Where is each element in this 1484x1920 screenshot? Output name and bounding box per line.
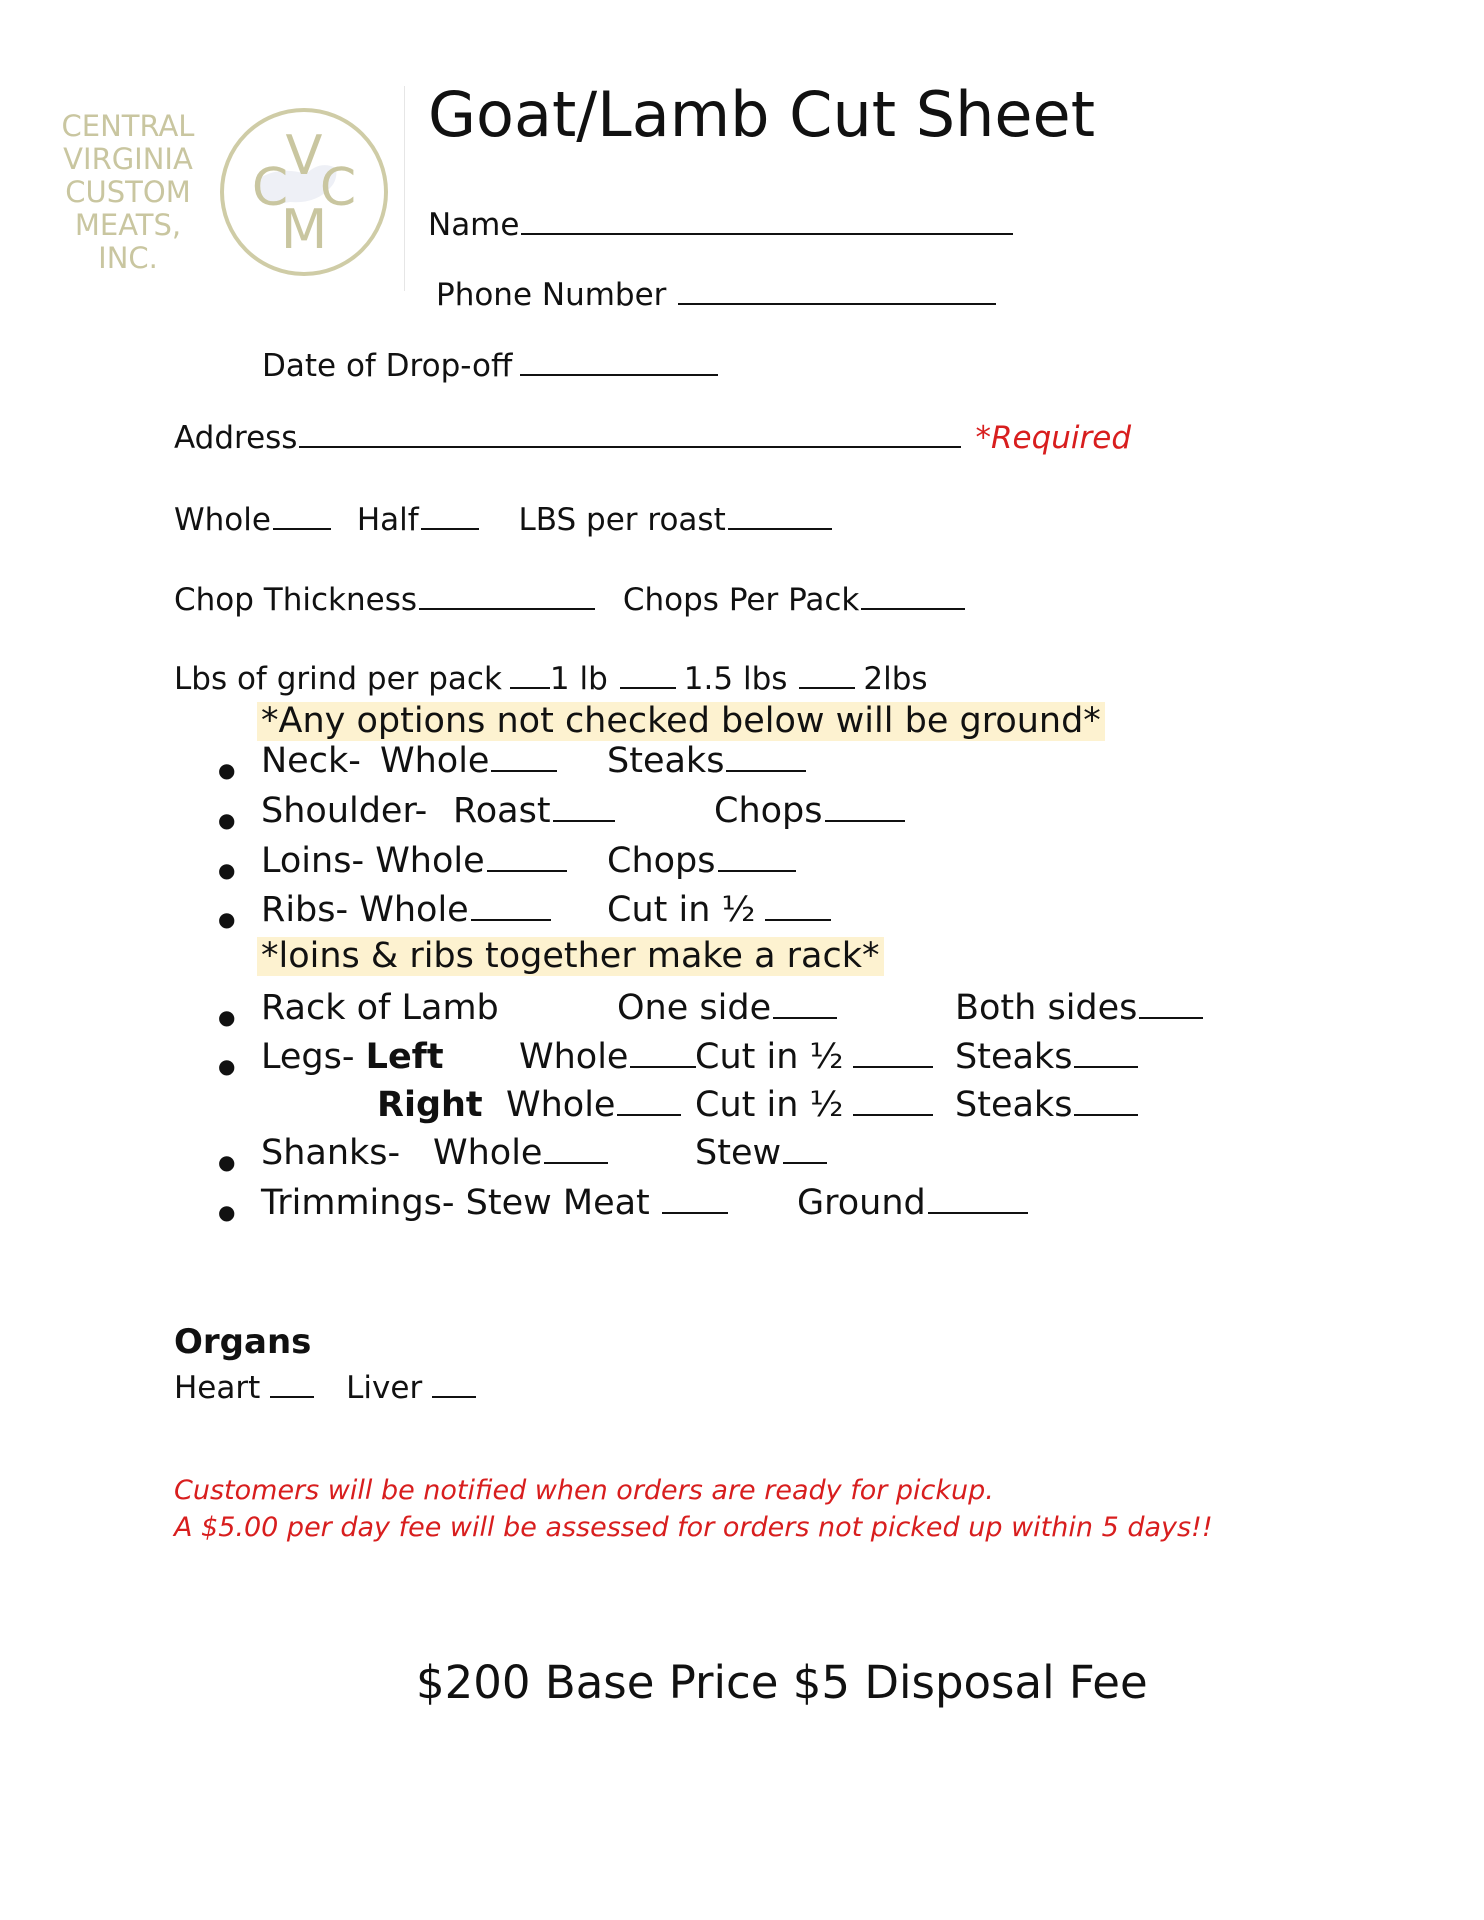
left-cut-row: [695, 1037, 933, 1077]
monogram-c-left: C: [251, 158, 289, 218]
left-whole-row: [519, 1037, 696, 1077]
grind-1lb-label: 1 lb: [549, 661, 608, 697]
grind-1lb-blank[interactable]: [510, 685, 550, 689]
logo-line: VIRGINIA: [63, 142, 193, 176]
bullet-icon: ●: [218, 858, 236, 882]
chop-row: [174, 582, 965, 618]
rack-label: Rack of Lamb: [261, 988, 499, 1028]
right-whole-label: Whole: [506, 1085, 616, 1125]
chop-thickness-label: Chop Thickness: [174, 582, 418, 618]
neck-whole-row: [380, 741, 557, 781]
rack-both-sides-row: [955, 988, 1203, 1028]
neck-label: Neck-: [261, 741, 361, 781]
left-label: Left: [365, 1037, 444, 1077]
rack-note: *loins & ribs together make a rack*: [257, 937, 884, 976]
monogram-v: V: [285, 124, 323, 187]
organs-row: [174, 1370, 476, 1406]
ribs-cut-row: [607, 890, 831, 930]
left-cut-blank[interactable]: [853, 1064, 933, 1068]
neck-steaks-row: [607, 741, 806, 781]
grind-15lb-label: 1.5 lbs: [683, 661, 788, 697]
dropoff-label: Date of Drop-off: [262, 348, 513, 384]
heart-blank[interactable]: [270, 1394, 314, 1398]
bullet-icon: ●: [218, 907, 236, 931]
shoulder-roast-blank[interactable]: [553, 818, 615, 822]
right-cut-label: Cut in ½: [695, 1085, 844, 1125]
shoulder-roast-row: [453, 791, 615, 831]
loins-label: Loins- Whole: [261, 841, 485, 881]
liver-blank[interactable]: [432, 1394, 476, 1398]
bullet-icon: ●: [218, 1054, 236, 1078]
loins-chops-label: Chops: [607, 841, 716, 881]
right-steaks-blank[interactable]: [1074, 1112, 1138, 1116]
neck-whole-label: Whole: [380, 741, 490, 781]
bullet-icon: ●: [218, 808, 236, 832]
phone-field-row: [436, 277, 996, 313]
legs-label: Legs-: [261, 1037, 355, 1077]
logo-line: INC.: [98, 241, 158, 275]
bullet-icon: ●: [218, 1005, 236, 1029]
shanks-stew-label: Stew: [695, 1133, 782, 1173]
left-cut-label: Cut in ½: [695, 1037, 844, 1077]
loins-chops-row: [607, 841, 796, 881]
right-steaks-label: Steaks: [955, 1085, 1073, 1125]
trimmings-ground-row: [797, 1183, 1028, 1223]
grind-label: Lbs of grind per pack: [174, 661, 502, 697]
ribs-row: [261, 890, 551, 930]
chops-per-pack-blank[interactable]: [861, 606, 965, 610]
right-cut-blank[interactable]: [853, 1112, 933, 1116]
bullet-icon: ●: [218, 1150, 236, 1174]
shoulder-chops-label: Chops: [714, 791, 823, 831]
ribs-whole-blank[interactable]: [471, 917, 551, 921]
right-label: Right: [377, 1085, 483, 1125]
right-whole-blank[interactable]: [617, 1112, 681, 1116]
rack-both-sides-label: Both sides: [955, 988, 1138, 1028]
logo-line: CENTRAL: [61, 109, 195, 143]
shoulder-roast-label: Roast: [453, 791, 551, 831]
ribs-cut-label: Cut in ½: [607, 890, 756, 930]
page-title: Goat/Lamb Cut Sheet: [428, 78, 1096, 151]
dropoff-field-row: [262, 348, 718, 384]
shanks-whole-blank[interactable]: [544, 1160, 608, 1164]
grind-2lb-label: 2lbs: [863, 661, 928, 697]
name-label: Name: [428, 207, 520, 243]
trimmings-label: Trimmings- Stew Meat: [261, 1183, 650, 1223]
trimmings-row: [261, 1183, 728, 1223]
chops-per-pack-label: Chops Per Pack: [622, 582, 860, 618]
shoulder-label: Shoulder-: [261, 791, 428, 831]
left-whole-blank[interactable]: [630, 1064, 696, 1068]
half-blank[interactable]: [421, 526, 479, 530]
neck-steaks-blank[interactable]: [726, 768, 806, 772]
shanks-stew-row: [695, 1133, 827, 1173]
right-steaks-row: [955, 1085, 1138, 1125]
address-field-row: [174, 420, 1132, 456]
whole-half-row: [174, 502, 832, 538]
lbs-per-roast-blank[interactable]: [728, 526, 832, 530]
whole-label: Whole: [174, 502, 271, 538]
bullet-icon: ●: [218, 758, 236, 782]
shanks-whole-row: [433, 1133, 608, 1173]
left-whole-label: Whole: [519, 1037, 629, 1077]
address-blank[interactable]: [299, 444, 961, 448]
monogram-c-right: C: [319, 158, 357, 218]
neck-steaks-label: Steaks: [607, 741, 725, 781]
logo-line: MEATS,: [74, 208, 182, 242]
trimmings-stew-blank[interactable]: [662, 1210, 728, 1214]
rack-both-sides-blank[interactable]: [1139, 1015, 1203, 1019]
shanks-stew-blank[interactable]: [783, 1160, 827, 1164]
ribs-label: Ribs- Whole: [261, 890, 469, 930]
left-steaks-label: Steaks: [955, 1037, 1073, 1077]
loins-whole-blank[interactable]: [487, 868, 567, 872]
required-note: *Required: [975, 420, 1132, 456]
grind-15lb-blank[interactable]: [620, 685, 676, 689]
name-field-row: [428, 207, 1013, 243]
shoulder-chops-blank[interactable]: [825, 818, 905, 822]
grind-2lb-blank[interactable]: [799, 685, 855, 689]
rack-one-side-blank[interactable]: [773, 1015, 837, 1019]
pickup-notice: Customers will be notified when orders are ready for pickup.: [174, 1475, 994, 1506]
logo-line: CUSTOM: [65, 175, 191, 209]
shoulder-chops-row: [714, 791, 905, 831]
whole-blank[interactable]: [273, 526, 331, 530]
chop-thickness-blank[interactable]: [419, 606, 595, 610]
left-steaks-blank[interactable]: [1074, 1064, 1138, 1068]
logo-monogram-icon: [220, 108, 388, 276]
legs-left-label: [261, 1037, 444, 1077]
neck-whole-blank[interactable]: [491, 768, 557, 772]
late-fee-notice: A $5.00 per day fee will be assessed for orders not picked up within 5 days!!: [174, 1512, 1213, 1543]
monogram-m: M: [280, 198, 328, 261]
dropoff-blank[interactable]: [520, 372, 718, 376]
trimmings-ground-label: Ground: [797, 1183, 926, 1223]
pricing-line: $200 Base Price $5 Disposal Fee: [416, 1656, 1148, 1709]
logo-divider: [404, 86, 405, 291]
bullet-icon: ●: [218, 1200, 236, 1224]
grind-row: [174, 661, 928, 697]
trimmings-ground-blank[interactable]: [928, 1210, 1028, 1214]
rack-one-side-label: One side: [617, 988, 772, 1028]
phone-blank[interactable]: [678, 301, 996, 305]
liver-label: Liver: [346, 1370, 423, 1406]
address-label: Address: [174, 420, 298, 456]
half-label: Half: [356, 502, 419, 538]
unchecked-note: *Any options not checked below will be ground*: [257, 702, 1105, 741]
ribs-cut-blank[interactable]: [765, 917, 831, 921]
heart-label: Heart: [174, 1370, 261, 1406]
name-blank[interactable]: [521, 231, 1013, 235]
company-logo-text: [48, 110, 208, 275]
right-whole-row: [506, 1085, 681, 1125]
organs-heading: Organs: [174, 1322, 312, 1362]
loins-row: [261, 841, 567, 881]
loins-chops-blank[interactable]: [718, 868, 796, 872]
shanks-whole-label: Whole: [433, 1133, 543, 1173]
right-cut-row: [695, 1085, 933, 1125]
lbs-per-roast-label: LBS per roast: [518, 502, 726, 538]
shanks-label: Shanks-: [261, 1133, 401, 1173]
phone-label: Phone Number: [436, 277, 667, 313]
left-steaks-row: [955, 1037, 1138, 1077]
rack-one-side-row: [617, 988, 837, 1028]
